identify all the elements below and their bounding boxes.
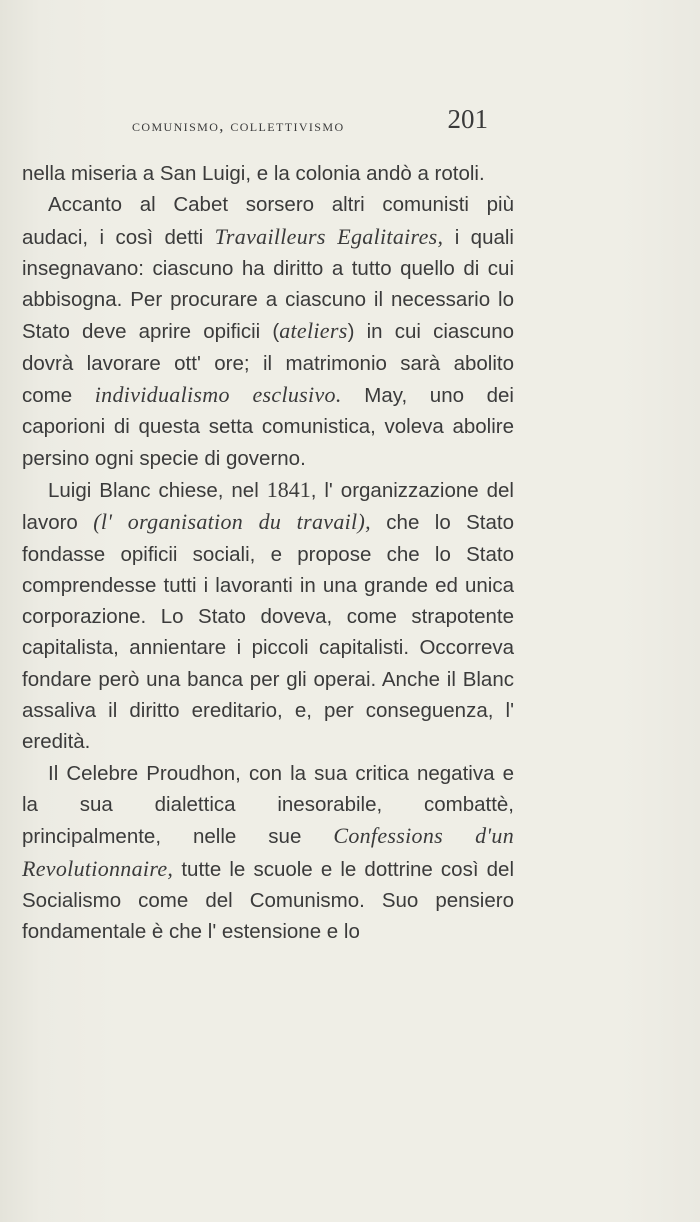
italic-travailleurs: Travailleurs Egalitaires, xyxy=(214,223,444,249)
paragraph-2-text-b: i quali insegnavano: ciascuno ha diritto a tutto quello di cui abbisogna. Per procurare a ciascuno il necessario lo Stato deve aprire opificii ( xyxy=(22,225,514,344)
italic-ateliers: ateliers xyxy=(279,318,348,344)
page-header xyxy=(132,104,488,144)
body-text xyxy=(22,158,514,947)
paragraph-1 xyxy=(22,158,514,189)
italic-individualismo: individualismo esclusivo. xyxy=(94,382,342,408)
page-number: 201 xyxy=(447,104,488,134)
paragraph-2-text-d: May, uno dei caporioni di questa setta comunistica, voleva abolire persino ogni specie di governo. xyxy=(22,384,514,470)
paragraph-4-text-b: tutte le scuole e le dottrine così del Socialismo come del Comunismo. Suo pensiero fondamentale è che l' estensione e lo xyxy=(22,857,514,944)
paragraph-3-text-b: , l' organizzazione del lavoro xyxy=(22,478,514,535)
paragraph-4 xyxy=(22,758,514,948)
year-1841: 1841 xyxy=(266,476,311,502)
italic-confessions: Confessions d'un Revolutionnaire, xyxy=(22,823,515,881)
paragraph-3-text-c: che lo Stato fondasse opificii sociali, e propose che lo Stato comprendesse tutti i lavoranti in una grande ed unica corporazione. Lo Stato doveva, come strapotente capitalista, annientare i piccoli capitalisti. Occorreva fondare però una banca per gli operai. Anche il Blanc assaliva il diritto ereditario, e, per conseguenza, l' eredità. xyxy=(22,511,515,754)
running-title: comunismo, collettivismo xyxy=(132,116,345,135)
italic-organisation: (l' organisation du travail), xyxy=(93,509,371,535)
paragraph-3-text-a: Luigi Blanc chiese, nel xyxy=(48,478,267,502)
paragraph-2-text-c: ) in cui ciascuno dovrà lavorare ott' ore; il matrimonio sarà abolito come xyxy=(22,320,514,408)
paragraph-2-text-a: Accanto al Cabet sorsero altri comunisti più audaci, i così detti xyxy=(22,193,514,249)
paragraph-3 xyxy=(22,474,514,758)
paragraph-4-text-a: Il Celebre Proudhon, con la sua critica negativa e la sua dialettica inesorabile, combattè, principalmente, nelle sue xyxy=(22,761,514,849)
paragraph-1-text: nella miseria a San Luigi, e la colonia andò a rotoli. xyxy=(22,162,485,185)
paragraph-2 xyxy=(22,189,514,474)
